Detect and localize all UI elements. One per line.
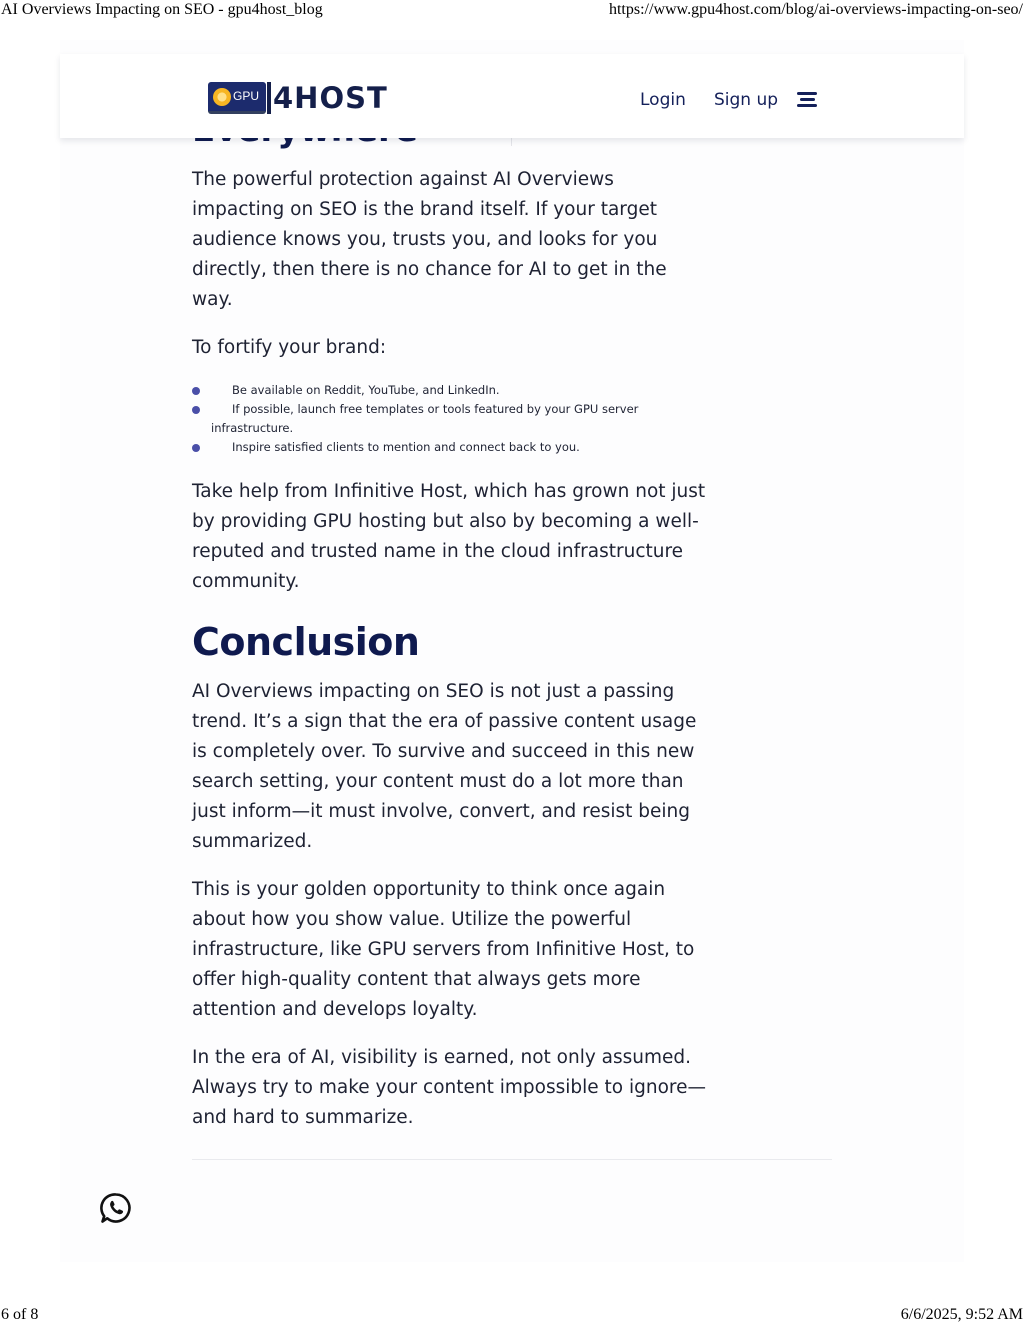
list-item (192, 438, 712, 457)
login-link[interactable]: Login (640, 90, 686, 110)
list-item-text: Be available on Reddit, YouTube, and LinkedIn. (232, 383, 500, 397)
print-page-title: AI Overviews Impacting on SEO - gpu4host_blog (1, 1, 323, 18)
whatsapp-icon[interactable] (100, 1192, 132, 1224)
logo-divider (267, 82, 271, 114)
site-header (60, 54, 964, 138)
print-footer (0, 1306, 1024, 1324)
sun-logo-icon (213, 88, 231, 106)
paragraph-conclusion-1: AI Overviews impacting on SEO is not just a passing trend. It’s a sign that the era of passive content usage is completely over. To survive and succeed in this new search setting, your content must do a lot more than just inform—it must involve, convert, and resist being summarized. (192, 681, 697, 852)
logo-wordmark: 4HOST (273, 81, 388, 115)
bullet-dot-icon (192, 406, 200, 414)
conclusion-heading: Conclusion (192, 620, 420, 664)
paragraph-infinitive-host: Take help from Infinitive Host, which has grown not just by providing GPU hosting but also by becoming a well-reputed and trusted name in the cloud infrastructure community. (192, 481, 706, 592)
print-page-url: https://www.gpu4host.com/blog/ai-overviews-impacting-on-seo/ (608, 1, 1023, 18)
paragraph-brand-protection: The powerful protection against AI Overviews impacting on SEO is the brand itself. If your target audience knows you, trusts you, and looks for you directly, then there is no chance for AI to get in the way. (192, 169, 667, 310)
print-page-number: 6 of 8 (1, 1306, 39, 1323)
signup-link[interactable]: Sign up (714, 90, 779, 110)
list-item (192, 381, 712, 400)
paragraph-fortify-intro: To fortify your brand: (192, 337, 387, 358)
print-datetime: 6/6/2025, 9:52 AM (900, 1306, 1023, 1323)
bullet-dot-icon (192, 444, 200, 452)
bullet-dot-icon (192, 387, 200, 395)
list-item-text: If possible, launch free templates or tools featured by your GPU server infrastructure. (211, 402, 639, 435)
column-divider (511, 138, 512, 146)
gpu-chip-logo-icon (208, 82, 266, 114)
paragraph-conclusion-2: This is your golden opportunity to think once again about how you show value. Utilize the powerful infrastructure, like GPU servers from Infinitive Host, to offer high-quality content that always gets more attention and develops loyalty. (192, 879, 695, 1020)
hamburger-menu-icon[interactable] (797, 92, 817, 108)
logo-chip-label: GPU (233, 89, 260, 103)
print-header (0, 1, 1024, 19)
site-logo[interactable] (208, 82, 388, 114)
list-item (192, 400, 712, 438)
article-content (192, 165, 712, 1151)
fortify-bullet-list (192, 381, 712, 457)
paragraph-conclusion-3: In the era of AI, visibility is earned, not only assumed. Always try to make your content impossible to ignore—and hard to summarize. (192, 1047, 706, 1128)
content-separator (192, 1159, 832, 1160)
list-item-text: Inspire satisfied clients to mention and connect back to you. (232, 440, 580, 454)
